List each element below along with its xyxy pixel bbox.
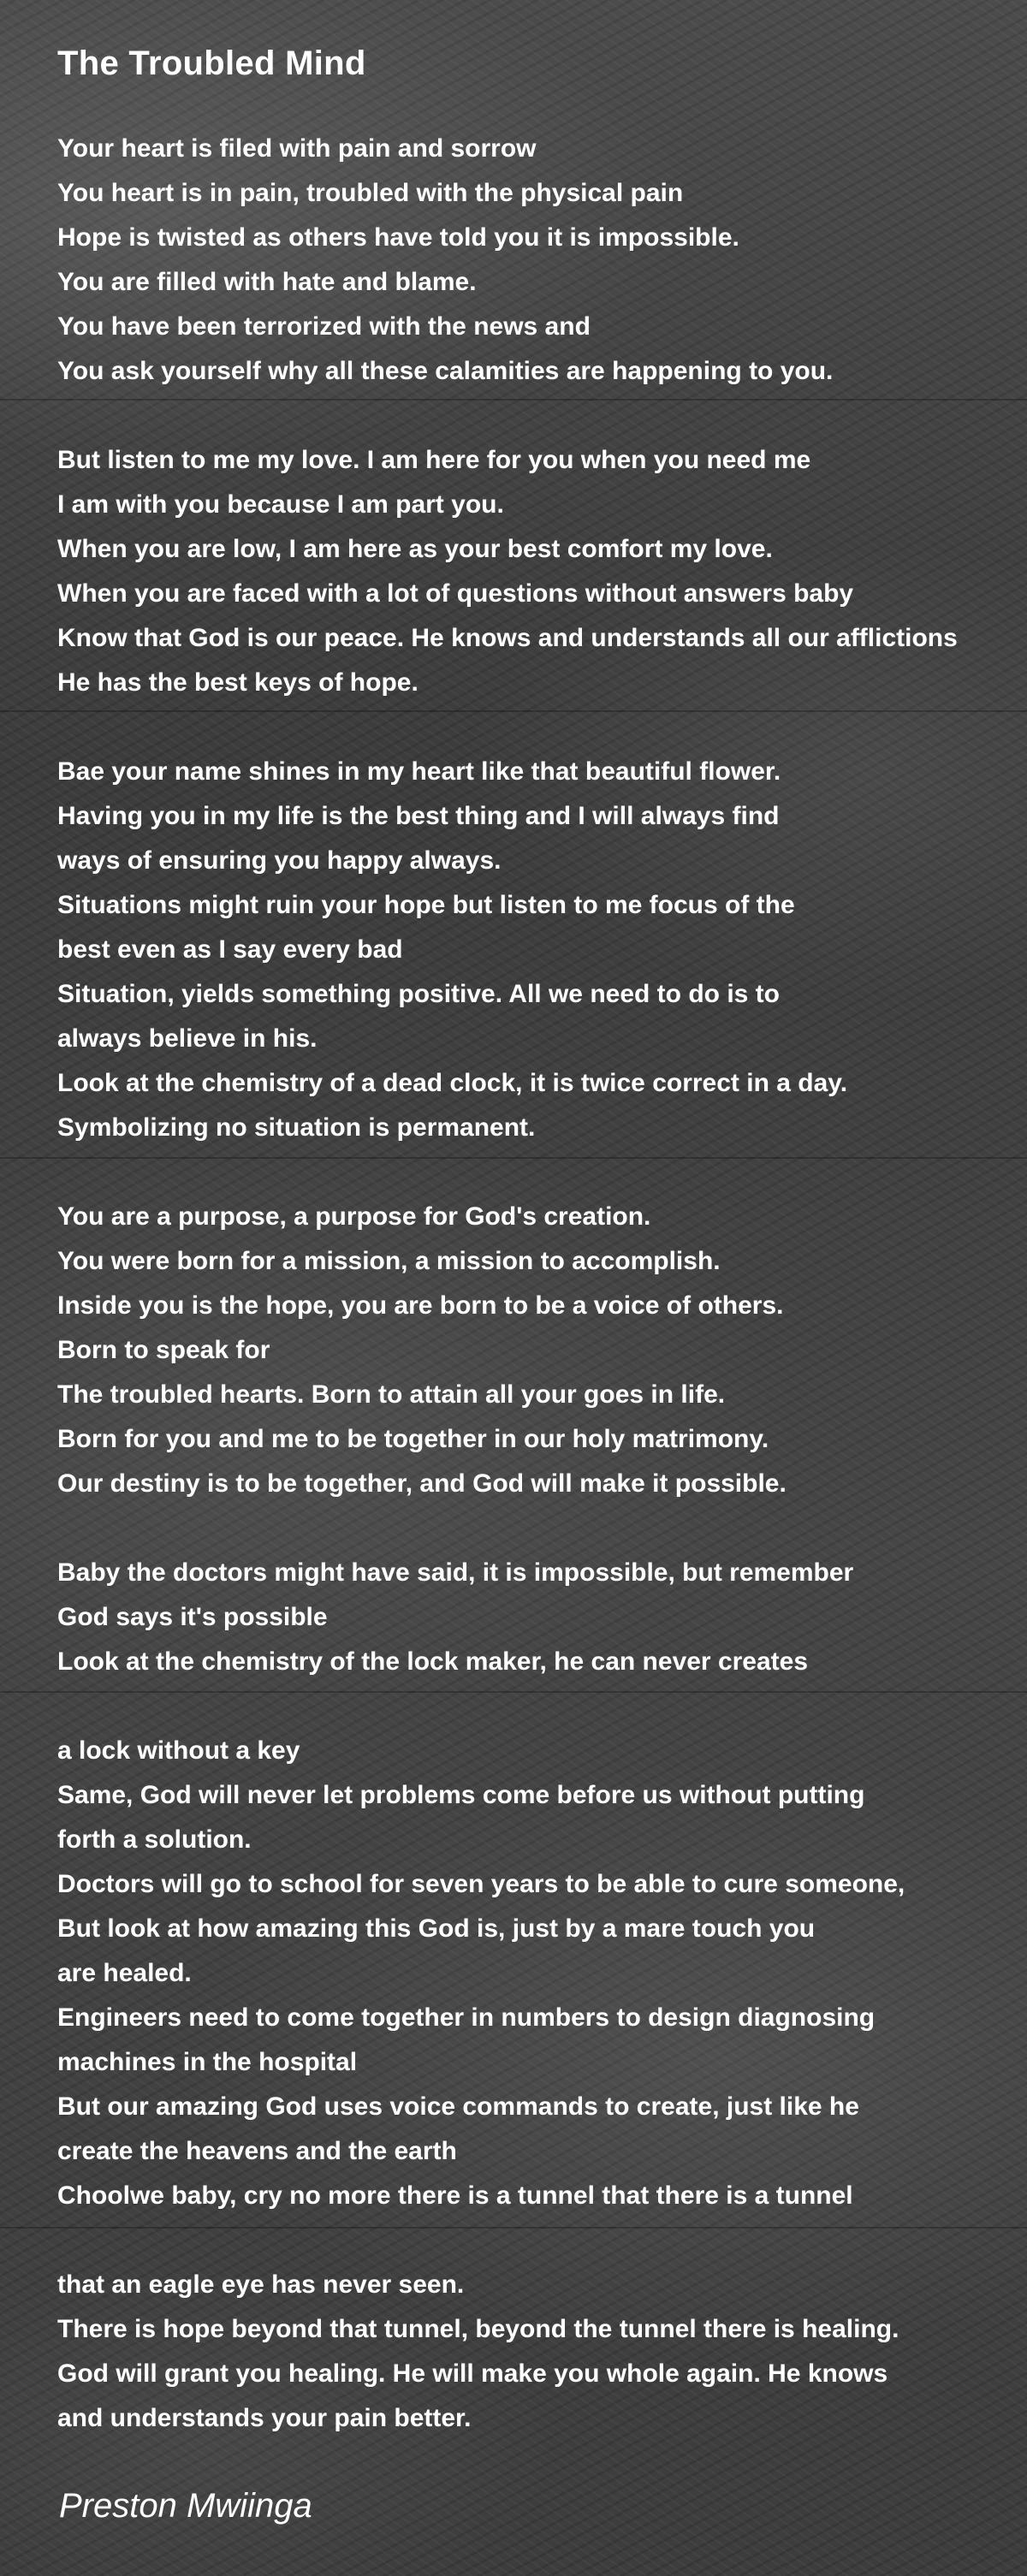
poem-line: There is hope beyond that tunnel, beyond the tunnel there is healing. <box>57 2315 899 2343</box>
poem-line: Inside you is the hope, you are born to be a voice of others. <box>57 1291 784 1320</box>
poem-body <box>57 127 1027 2441</box>
poem-line: You are filled with hate and blame. <box>57 268 477 296</box>
poem-line: Situations might ruin your hope but listen to me focus of the <box>57 891 795 919</box>
poem-line: I am with you because I am part you. <box>57 490 504 519</box>
poem-line: that an eagle eye has never seen. <box>57 2270 465 2299</box>
stanza-break <box>57 2218 1027 2263</box>
poem-line: create the heavens and the earth <box>57 2137 457 2165</box>
stanza-break <box>57 1506 1027 1551</box>
poem-line: Doctors will go to school for seven years to be able to cure someone, <box>57 1870 905 1898</box>
poem-line: You were born for a mission, a mission to accomplish. <box>57 1247 721 1275</box>
stanza-break <box>57 1150 1027 1195</box>
poem-line: When you are low, I am here as your best comfort my love. <box>57 535 773 563</box>
poem-line: Choolwe baby, cry no more there is a tunnel that there is a tunnel <box>57 2181 853 2210</box>
poem-line: You have been terrorized with the news and <box>57 312 591 341</box>
poem-line: You are a purpose, a purpose for God's creation. <box>57 1202 651 1231</box>
poem-line: Symbolizing no situation is permanent. <box>57 1113 536 1142</box>
poem-line: God will grant you healing. He will make you whole again. He knows <box>57 2359 888 2388</box>
poem-line: But look at how amazing this God is, just by a mare touch you <box>57 1914 816 1943</box>
poem-line: forth a solution. <box>57 1825 252 1854</box>
poem-line: Hope is twisted as others have told you it is impossible. <box>57 223 739 252</box>
poem-line: Our destiny is to be together, and God will make it possible. <box>57 1469 787 1498</box>
poem-line: a lock without a key <box>57 1736 300 1765</box>
poem-line: always believe in his. <box>57 1024 318 1053</box>
poem-line: Baby the doctors might have said, it is impossible, but remember <box>57 1558 854 1587</box>
poem-line: But listen to me my love. I am here for you when you need me <box>57 446 811 474</box>
poem-line: Having you in my life is the best thing and I will always find <box>57 802 780 830</box>
poem-author: Preston Mwiinga <box>59 2487 312 2525</box>
poem-line: You heart is in pain, troubled with the physical pain <box>57 179 684 207</box>
poem-line: are healed. <box>57 1959 192 1987</box>
poem-line: Look at the chemistry of the lock maker, he can never creates <box>57 1647 809 1676</box>
poem-line: Bae your name shines in my heart like that beautiful flower. <box>57 757 781 786</box>
poem-line: God says it's possible <box>57 1603 328 1631</box>
poem-line: Situation, yields something positive. All we need to do is to <box>57 980 780 1008</box>
poem-line: Born for you and me to be together in our holy matrimony. <box>57 1425 769 1453</box>
poem-title: The Troubled Mind <box>57 45 366 82</box>
poem-line: Look at the chemistry of a dead clock, it is twice correct in a day. <box>57 1069 848 1097</box>
poem-line: Know that God is our peace. He knows and understands all our afflictions <box>57 624 958 652</box>
poem-line: machines in the hospital <box>57 2048 358 2076</box>
poem-line: Engineers need to come together in numbers to design diagnosing <box>57 2003 876 2032</box>
poem-line: He has the best keys of hope. <box>57 668 419 697</box>
stanza-break <box>57 705 1027 750</box>
poem-line: best even as I say every bad <box>57 935 403 964</box>
stanza-break <box>57 1684 1027 1729</box>
poem-line: Born to speak for <box>57 1336 270 1364</box>
poem-line: ways of ensuring you happy always. <box>57 846 502 875</box>
poem-line: Same, God will never let problems come before us without putting <box>57 1781 865 1809</box>
poem-line: You ask yourself why all these calamities are happening to you. <box>57 357 834 385</box>
poem-line: Your heart is filed with pain and sorrow <box>57 134 537 163</box>
stanza-break <box>57 394 1027 438</box>
poem-line: and understands your pain better. <box>57 2404 472 2432</box>
poem-line: The troubled hearts. Born to attain all your goes in life. <box>57 1380 726 1409</box>
poem-line: When you are faced with a lot of questions without answers baby <box>57 579 854 608</box>
poem-line: But our amazing God uses voice commands to create, just like he <box>57 2092 859 2121</box>
